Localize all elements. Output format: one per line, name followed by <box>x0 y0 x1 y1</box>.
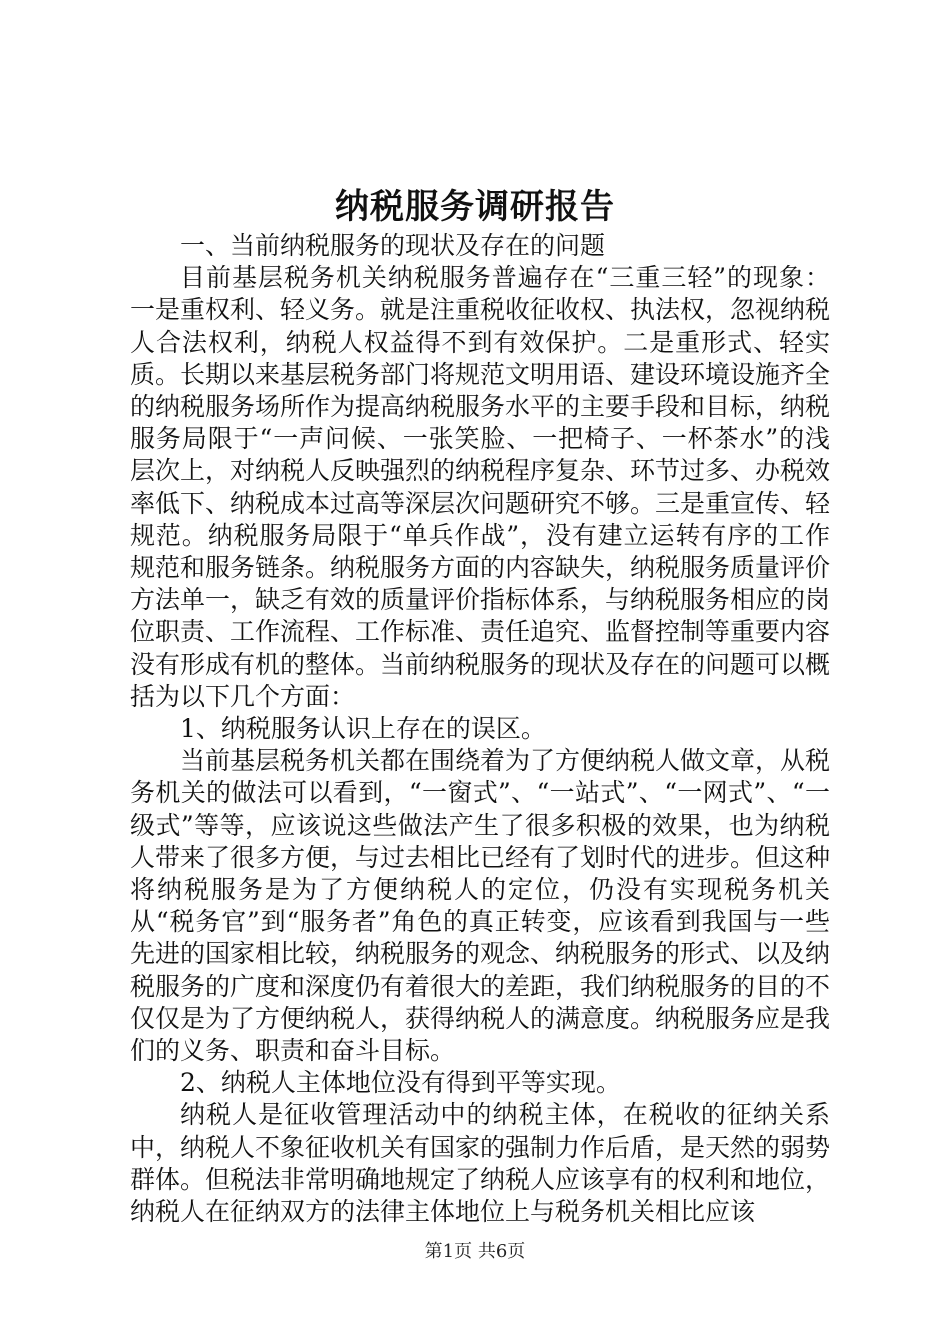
body-paragraph: 目前基层税务机关纳税服务普遍存在“三重三轻”的现象：一是重权利、轻义务。就是注重税收征收权、执法权，忽视纳税人合法权利，纳税人权益得不到有效保护。二是重形式、轻实质。长期以来基层税务部门将规范文明用语、建设环境设施齐全的纳税服务场所作为提高纳税服务水平的主要手段和目标，纳税服务局限于“一声问候、一张笑脸、一把椅子、一杯茶水”的浅层次上，对纳税人反映强烈的纳税程序复杂、环节过多、办税效率低下、纳税成本过高等深层次问题研究不够。三是重宣传、轻规范。纳税服务局限于“单兵作战”，没有建立运转有序的工作规范和服务链条。纳税服务方面的内容缺失，纳税服务质量评价方法单一，缺乏有效的质量评价指标体系，与纳税服务相应的岗位职责、工作流程、工作标准、责任追究、监督控制等重要内容没有形成有机的整体。当前纳税服务的现状及存在的问题可以概括为以下几个方面： <box>130 263 831 711</box>
subsection-heading: 1、纳税服务认识上存在的误区。 <box>180 714 546 744</box>
page-footer: 第1页 共6页 <box>424 1241 526 1262</box>
body-paragraph: 纳税人是征收管理活动中的纳税主体，在税收的征纳关系中，纳税人不象征收机关有国家的强制力作后盾，是天然的弱势群体。但税法非常明确地规定了纳税人应该享有的权利和地位，纳税人在征纳双方的法律主体地位上与税务机关相比应该 <box>130 1100 831 1227</box>
subsection-heading: 2、纳税人主体地位没有得到平等实现。 <box>180 1068 621 1098</box>
document-body <box>130 230 830 1228</box>
body-paragraph: 当前基层税务机关都在围绕着为了方便纳税人做文章，从税务机关的做法可以看到，“一窗式”、“一站式”、“一网式”、“一级式”等等，应该说这些做法产生了很多积极的效果，也为纳税人带来了很多方便，与过去相比已经有了划时代的进步。但这种将纳税服务是为了方便纳税人的定位，仍没有实现税务机关从“税务官”到“服务者”角色的真正转变，应该看到我国与一些先进的国家相比较，纳税服务的观念、纳税服务的形式、以及纳税服务的广度和深度仍有着很大的差距，我们纳税服务的目的不仅仅是为了方便纳税人，获得纳税人的满意度。纳税服务应是我们的义务、职责和奋斗目标。 <box>130 746 831 1066</box>
document-title: 纳税服务调研报告 <box>335 187 615 227</box>
section-heading: 一、当前纳税服务的现状及存在的问题 <box>180 231 606 260</box>
